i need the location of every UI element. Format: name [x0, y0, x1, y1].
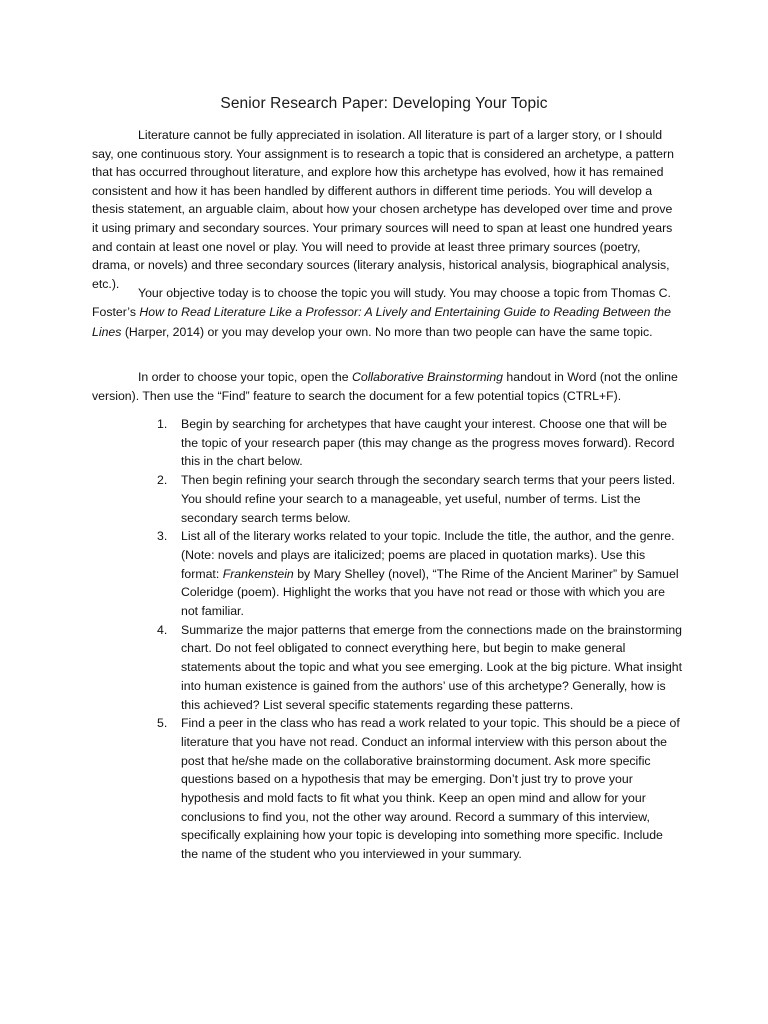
step-number: 5. [157, 716, 168, 731]
instructions-paragraph [92, 368, 680, 405]
step-text: Begin by searching for archetypes that have caught your interest. Choose one that will be the topic of your research paper (this may change as the progress moves forward). Record this in the chart below. [181, 417, 675, 469]
list-item [157, 527, 683, 621]
list-item [157, 471, 683, 527]
handout-title: Collaborative Brainstorming [351, 370, 504, 384]
instructions-text-end: handout in Word (not the online version). Then use the “Find” feature to search the document for a few potential topics (CTRL+F). [92, 370, 678, 403]
step-text: Then begin refining your search through the secondary search terms that your peers listed. You should refine your search to a manageable, yet useful, number of terms. List the secondary search terms below. [181, 473, 676, 525]
step-text: Summarize the major patterns that emerge from the connections made on the brainstorming chart. Do not feel obligated to connect everything here, but begin to make general statements about the topic and what you see emerging. Look at the big picture. What insight into human existence is gained from the authors’ use of this archetype? Generally, how is this achieved? List several specific statements regarding these patterns. [181, 622, 683, 712]
intro-paragraph [92, 126, 680, 293]
instructions-text-start: In order to choose your topic, open the [138, 370, 352, 384]
step-text: Find a peer in the class who has read a work related to your topic. This should be a piece of literature that you have not read. Conduct an informal interview with this person about the post that he/she made on the collaborative brainstorming document. Ask more specific questions based on a hypothesis that may be emerging. Don’t just try to prove your hypothesis and mold facts to fit what you think. Keep an open mind and allow for your conclusions to find you, not the other way around. Record a summary of this interview, specifically explaining how your topic is developing into something more specific. Include the name of the student who you interviewed in your summary. [181, 716, 680, 862]
objective-paragraph [92, 284, 680, 342]
example-title: Frankenstein [222, 566, 294, 581]
list-item [157, 621, 683, 715]
objective-text-end: (Harper, 2014) or you may develop your own. No more than two people can have the same topic. [121, 324, 653, 339]
step-number: 1. [157, 417, 168, 431]
step-number: 3. [157, 529, 168, 544]
step-text-start: List all of the literary works related to your topic. Include the title, the author, and the genre. (Note: novels and plays are italicized; poems are placed in quotation marks). Use this format: [181, 529, 675, 581]
list-item [157, 415, 683, 471]
step-number: 4. [157, 622, 168, 637]
step-number: 2. [157, 473, 168, 488]
list-item [157, 714, 683, 864]
book-title: How to Read Literature Like a Professor: A Lively and Entertaining Guide to Reading Between the Lines [92, 305, 671, 339]
document-title: Senior Research Paper: Developing Your Topic [220, 95, 548, 112]
step-text-end: by Mary Shelley (novel), “The Rime of the Ancient Mariner” by Samuel Coleridge (poem). Highlight the works that you have not read or those with which you are not familiar. [181, 566, 679, 619]
steps-list [157, 415, 683, 864]
intro-paragraph-text: Literature cannot be fully appreciated in isolation. All literature is part of a larger story, or I should say, one continuous story. Your assignment is to research a topic that is considered an archetype, a pattern that has occurred throughout literature, and explore how this archetype has evolved, how it has remained consistent and how it has been handled by different authors in different time periods. You will develop a thesis statement, an arguable claim, about how your chosen archetype has developed over time and prove it using primary and secondary sources. Your primary sources will need to span at least one hundred years and contain at least one novel or play. You will need to provide at least three primary sources (poetry, drama, or novels) and three secondary sources (literary analysis, historical analysis, biographical analysis, etc.). [92, 128, 674, 291]
objective-text-start: Your objective today is to choose the topic you will study. You may choose a topic from Thomas C. Foster’s [92, 286, 671, 320]
